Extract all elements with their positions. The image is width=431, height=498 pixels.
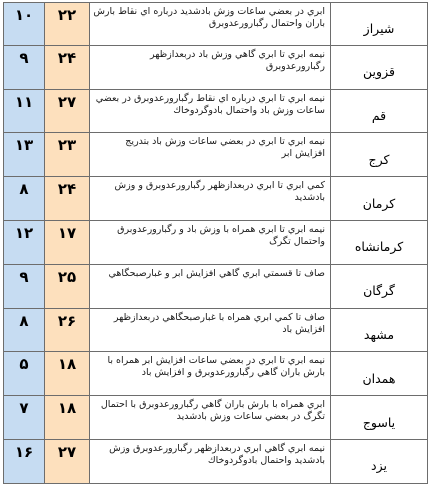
min-temp: ۸ <box>19 180 29 199</box>
min-temp: ۸ <box>19 311 29 330</box>
min-temp-cell <box>3 177 45 220</box>
city-name: گرگان <box>363 283 395 299</box>
min-temp-cell <box>3 309 45 352</box>
max-temp-cell <box>45 352 90 395</box>
city-name: یزد <box>371 458 387 474</box>
city-cell <box>331 440 428 483</box>
city-name: مشهد <box>363 326 395 342</box>
max-temp: ۲۴ <box>57 48 77 67</box>
forecast-text: نيمه ابري تا ابري همراه با وزش باد و رگبارورعدوبرق واحتمال تگرگ <box>117 223 325 247</box>
forecast-cell <box>90 309 331 352</box>
forecast-cell <box>90 3 331 45</box>
forecast-text: نيمه ابري تا ابري درباره اي نقاط رگبارورعدوبرق در بعضي ساعات وزش باد واحتمال بادوگردوخاك <box>95 92 325 116</box>
max-temp-cell <box>45 177 90 220</box>
city-cell <box>331 133 428 176</box>
forecast-text: نيمه ابري تا ابري در بعضي ساعات افزايش ابر همراه با بارش باران گاهي رگبارورعدوبرق و افزايش باد <box>107 355 325 379</box>
max-temp-cell <box>45 133 90 176</box>
city-cell <box>331 90 428 133</box>
min-temp: ۱۰ <box>14 6 34 24</box>
max-temp: ۱۸ <box>57 355 77 374</box>
max-temp: ۲۶ <box>57 311 77 330</box>
forecast-text: ابري همراه با بارش باران گاهي رگبارورعدوبرق با احتمال تگرگ در بعضي ساعات وزش بادشديد <box>100 399 325 423</box>
min-temp: ۱۶ <box>14 442 34 461</box>
forecast-text: كمي ابري تا ابري دربعدازظهر رگبارورعدوبرق و وزش بادشديد <box>114 180 325 204</box>
table-row <box>3 2 428 46</box>
min-temp-cell <box>3 440 45 483</box>
min-temp-cell <box>3 133 45 176</box>
max-temp-cell <box>45 309 90 352</box>
city-name: شیراز <box>363 20 395 36</box>
forecast-text: نيمه ابري تا ابري در بعضي ساعات وزش باد بتدريج افزايش ابر <box>125 136 325 160</box>
forecast-cell <box>90 352 331 395</box>
table-row <box>3 90 428 134</box>
city-name: همدان <box>362 370 396 386</box>
forecast-text: ابري در بعضي ساعات وزش بادشديد درباره اي نقاط بارش باران واحتمال رگبارورعدوبرق <box>93 6 325 29</box>
city-name: قم <box>371 107 387 123</box>
city-cell <box>331 3 428 45</box>
max-temp-cell <box>45 440 90 483</box>
city-cell <box>331 221 428 264</box>
city-name: یاسوج <box>362 414 396 430</box>
max-temp-cell <box>45 396 90 439</box>
min-temp-cell <box>3 221 45 264</box>
forecast-cell <box>90 90 331 133</box>
min-temp: ۱۱ <box>14 92 34 111</box>
max-temp-cell <box>45 3 90 45</box>
min-temp-cell <box>3 3 45 45</box>
city-name: کرمانشاه <box>354 239 404 255</box>
forecast-cell <box>90 221 331 264</box>
city-cell <box>331 396 428 439</box>
max-temp: ۱۷ <box>57 223 77 242</box>
max-temp: ۲۳ <box>57 136 77 155</box>
city-cell <box>331 352 428 395</box>
max-temp-cell <box>45 221 90 264</box>
forecast-cell <box>90 177 331 220</box>
forecast-text: صاف تا قسمتي ابري گاهي افزايش ابر و غبارصبحگاهي <box>108 267 325 279</box>
forecast-text: نيمه ابري تا ابري گاهي وزش باد دربعدازظهر رگبارورعدوبرق <box>149 48 325 72</box>
table-row <box>3 352 428 396</box>
forecast-cell <box>90 265 331 308</box>
city-cell <box>331 309 428 352</box>
table-row <box>3 440 428 484</box>
max-temp: ۲۷ <box>57 442 77 461</box>
city-name: کرمان <box>362 195 396 211</box>
min-temp-cell <box>3 396 45 439</box>
max-temp: ۲۴ <box>57 180 77 199</box>
min-temp-cell <box>3 90 45 133</box>
max-temp: ۱۸ <box>57 399 77 418</box>
min-temp: ۱۲ <box>14 223 34 242</box>
min-temp-cell <box>3 265 45 308</box>
min-temp: ۵ <box>19 355 29 374</box>
city-cell <box>331 177 428 220</box>
max-temp-cell <box>45 265 90 308</box>
forecast-text: صاف تا كمي ابري همراه با غبارصبحگاهي دربعدازظهر افزايش باد <box>113 311 325 335</box>
min-temp: ۱۳ <box>14 136 34 155</box>
table-row <box>3 221 428 265</box>
table-row <box>3 133 428 177</box>
max-temp-cell <box>45 46 90 89</box>
weather-table <box>3 2 428 484</box>
max-temp: ۲۵ <box>57 267 77 286</box>
min-temp-cell <box>3 352 45 395</box>
min-temp: ۹ <box>19 267 29 286</box>
forecast-cell <box>90 440 331 483</box>
forecast-cell <box>90 133 331 176</box>
forecast-text: نيمه ابري گاهي ابري دربعدازظهر رگبارورعدوبرق وزش بادشديد واحتمال بادوگردوخاك <box>109 442 325 466</box>
min-temp-cell <box>3 46 45 89</box>
forecast-cell <box>90 396 331 439</box>
city-name: قزوین <box>363 64 395 80</box>
table-row <box>3 265 428 309</box>
table-row <box>3 309 428 353</box>
city-cell <box>331 46 428 89</box>
min-temp: ۹ <box>19 48 29 67</box>
max-temp: ۲۲ <box>57 6 77 24</box>
forecast-cell <box>90 46 331 89</box>
min-temp: ۷ <box>19 399 29 418</box>
table-row <box>3 396 428 440</box>
table-row <box>3 46 428 90</box>
table-row <box>3 177 428 221</box>
city-name: کرج <box>368 151 390 167</box>
max-temp-cell <box>45 90 90 133</box>
max-temp: ۲۷ <box>57 92 77 111</box>
city-cell <box>331 265 428 308</box>
